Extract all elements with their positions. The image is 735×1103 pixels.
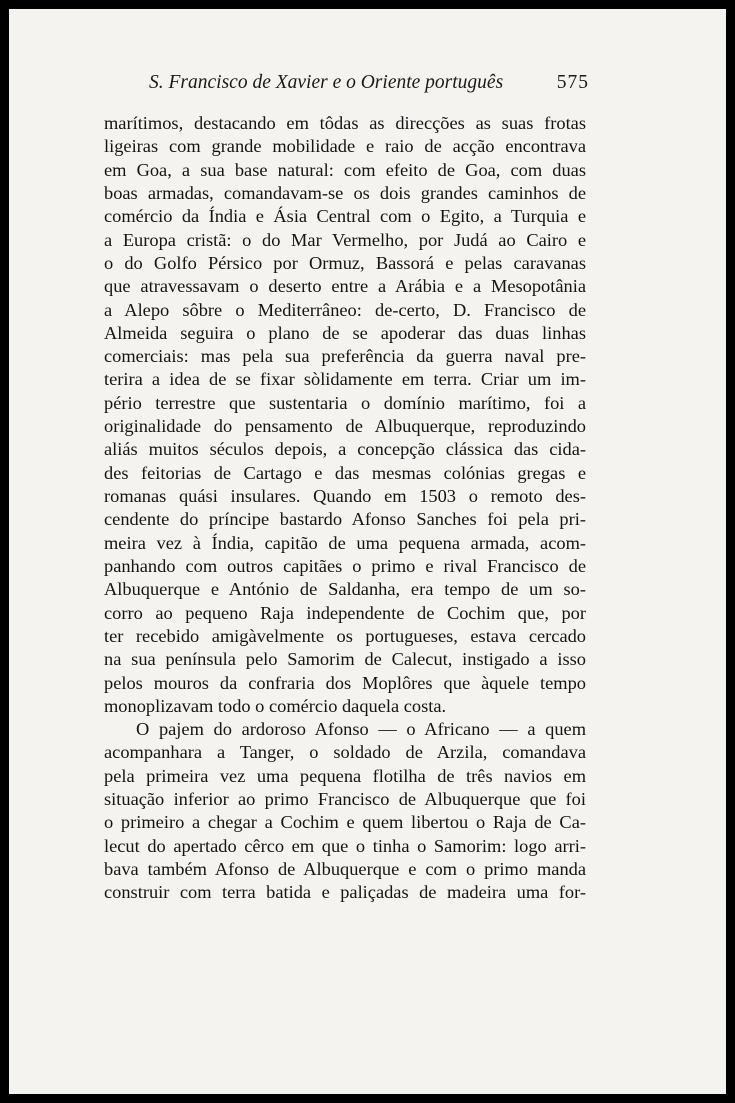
text-line: terira a idea de se fixar sòlidamente em terra. Criar um im- — [104, 369, 586, 390]
text-line: ter recebido amigàvelmente os portugueses, estava cercado — [104, 625, 586, 646]
text-line: pério terrestre que sustentaria o domínio marítimo, foi a — [104, 392, 586, 413]
text-line: Albuquerque e António de Saldanha, era tempo de um so- — [104, 579, 586, 600]
text-line: corro ao pequeno Raja independente de Cochim que, por — [104, 602, 586, 623]
text-line: monoplizavam todo o comércio daquela costa. — [104, 695, 447, 716]
text-line: O pajem do ardoroso Afonso — o Africano — a quem — [136, 719, 586, 740]
text-line: o primeiro a chegar a Cochim e quem libertou o Raja de Ca- — [104, 812, 586, 833]
text-line: bava também Afonso de Albuquerque e com o primo manda — [104, 859, 586, 879]
text-line: boas armadas, comandavam-se os dois grandes caminhos de — [104, 182, 586, 203]
paragraph-1 — [104, 112, 586, 718]
book-page — [9, 9, 726, 1094]
text-line: aliás muitos séculos depois, a concepção clássica das cida- — [104, 439, 586, 460]
text-line: pelos mouros da confraria dos Moplôres que àquele tempo — [104, 672, 586, 693]
text-line: pela primeira vez uma pequena flotilha de três navios em — [104, 765, 586, 786]
body-text — [104, 112, 586, 905]
text-line: marítimos, destacando em tôdas as direcções as suas frotas — [104, 113, 586, 133]
text-line: comércio da Índia e Ásia Central com o Egito, a Turquia e — [104, 206, 586, 227]
page-number: 575 — [556, 72, 589, 93]
text-line: a Alepo sôbre o Mediterrâneo: de-certo, D. Francisco de — [104, 299, 586, 320]
page-header — [109, 72, 589, 102]
text-line: ligeiras com grande mobilidade e raio de acção encontrava — [104, 136, 586, 157]
text-line: lecut do apertado cêrco em que o tinha o Samorim: logo arri- — [104, 835, 586, 856]
text-line: que atravessavam o deserto entre a Arábia e a Mesopotânia — [104, 276, 586, 297]
text-line: cendente do príncipe bastardo Afonso Sanches foi pela pri- — [104, 509, 586, 530]
text-line: construir com terra batida e paliçadas de madeira uma for- — [104, 882, 586, 903]
text-line: a Europa cristã: o do Mar Vermelho, por Judá ao Cairo e — [104, 229, 586, 250]
running-title: S. Francisco de Xavier e o Oriente português — [149, 72, 504, 93]
paragraph-2 — [104, 718, 586, 905]
text-line: comerciais: mas pela sua preferência da guerra naval pre- — [104, 346, 586, 367]
text-line: des feitorias de Cartago e das mesmas colónias gregas e — [104, 462, 586, 483]
text-line: panhando com outros capitães o primo e rival Francisco de — [104, 555, 586, 576]
text-line: em Goa, a sua base natural: com efeito de Goa, com duas — [104, 159, 586, 180]
text-line: o do Golfo Pérsico por Ormuz, Bassorá e pelas caravanas — [104, 252, 586, 273]
text-line: acompanhara a Tanger, o soldado de Arzila, comandava — [104, 742, 586, 763]
text-line: Almeida seguira o plano de se apoderar das duas linhas — [104, 322, 586, 343]
text-line: originalidade do pensamento de Albuquerque, reproduzindo — [104, 416, 586, 437]
text-line: meira vez à Índia, capitão de uma pequena armada, acom- — [104, 532, 586, 553]
text-line: situação inferior ao primo Francisco de Albuquerque que foi — [104, 789, 586, 810]
text-line: na sua península pelo Samorim de Calecut, instigado a isso — [104, 649, 586, 670]
text-line: romanas quási insulares. Quando em 1503 o remoto des- — [104, 486, 586, 506]
